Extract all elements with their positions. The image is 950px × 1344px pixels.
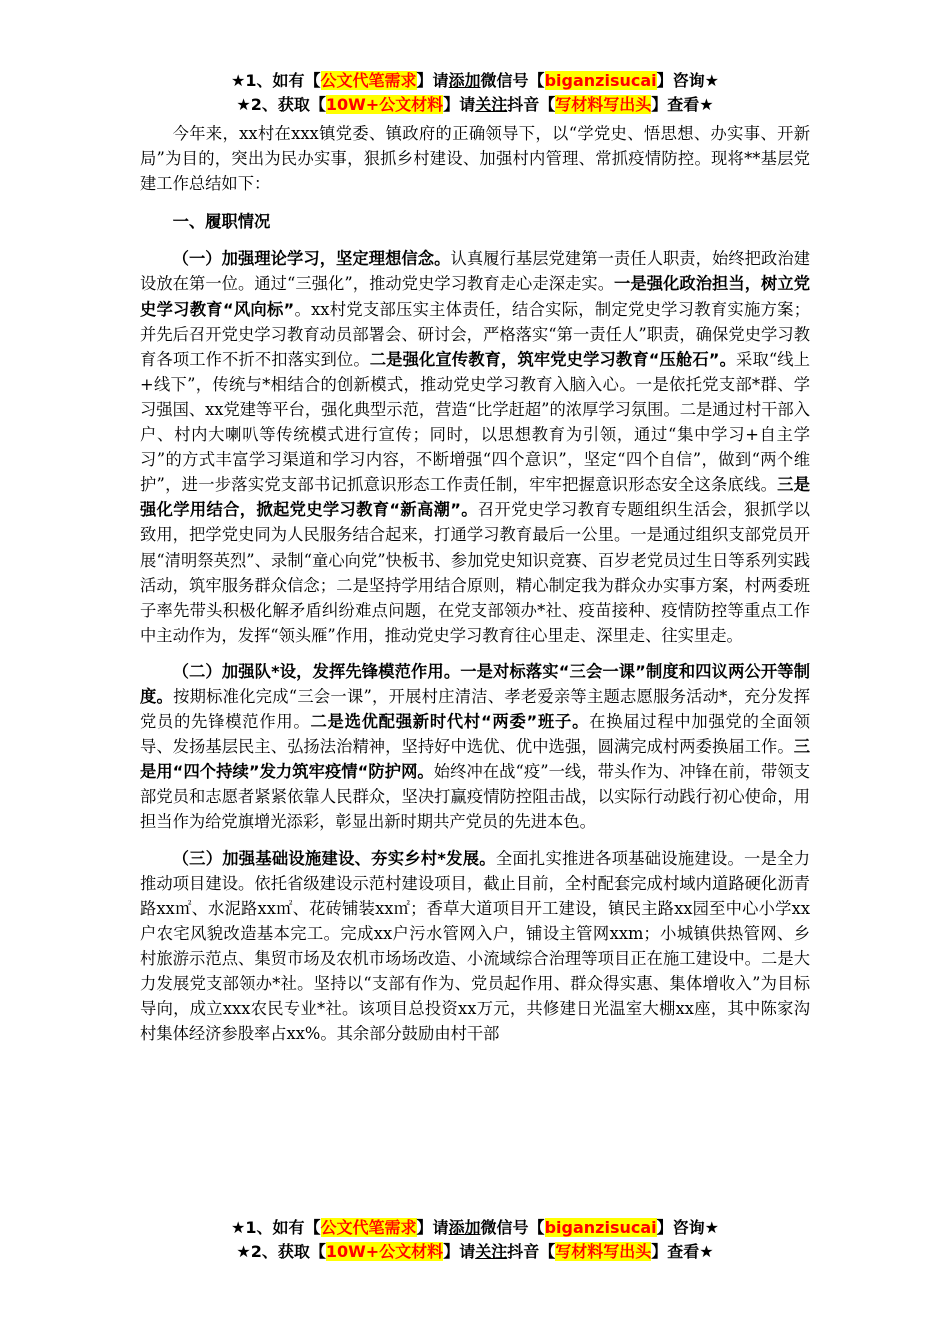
banner-text: 】请 [416,1218,449,1237]
banner-douyin-id: 写材料写出头 [555,1242,652,1261]
paragraph-text: 全面扎实推进各项基础设施建设。一是全力推动项目建设。依托省级建设示范村建设项目，截止目前，全村配套完成村域内道路硬化沥青路xx㎡、水泥路xx㎡、花砖铺装xx㎡；香草大道项目开工建设，镇民主路xx园至中心小学xx户农宅风貌改造基本完工。完成xx户污水管网入户，铺设主管网xxm；小城镇供热管网、乡村旅游示范点、集贸市场及农机市场场改造、小流域综合治理等项目正在施工建设中。二是大力发展党支部领办*社。坚持以“支部有作为、党员起作用、群众得实惠、集体增收入”为目标导向，成立xxx农民专业*社。该项目总投资xx万元，共修建日光温室大棚xx座，其中陈家沟村集体经济参股率占xx%。其余部分鼓励由村干部 [140,848,810,1044]
banner-text: ★2、获取【 [236,95,326,114]
banner-text: 】咨询★ [656,1218,719,1237]
promo-banner-bottom-line2 [140,1240,810,1264]
paragraph-text: 认真履行基层党建第一责任人职责，始终把政治建设放在第一位。通过“三强化”，推动党史学习教育走心走深走实。 [140,249,810,294]
banner-highlight: 10W+公文材料 [325,1242,444,1261]
banner-highlight: 公文代笔需求 [320,71,417,90]
banner-text: ★1、如有【 [231,1218,321,1237]
paragraph-theory-study [140,246,810,648]
paragraph-lead: （三）加强基础设施建设、夯实乡村*发展。 [172,848,496,868]
banner-text: 】查看★ [651,95,714,114]
banner-text: 微信号【 [480,71,545,90]
banner-douyin-id: 写材料写出头 [555,95,652,114]
intro-paragraph: 今年来，xx村在xxx镇党委、镇政府的正确领导下，以“学党史、悟思想、办实事、开新局”为目的，突出为民办实事，狠抓乡村建设、加强村内管理、常抓疫情防控。现将**基层党建工作总结如下： [140,124,810,194]
paragraph-lead: （二）加强队*设，发挥先锋模范作用。一是对标落实“三会一课”制度和四议两公开等制度。 [140,661,810,706]
paragraph-bold: 二是强化宣传教育，筑牢党史学习教育“压舱石”。 [369,349,737,369]
banner-underlined: 添加 [448,71,481,90]
banner-highlight: 公文代笔需求 [320,1218,417,1237]
paragraph-text: 召开党史学习教育专题组织生活会，狠抓学以致用，把学党史同为人民服务结合起来，打通学习教育最后一公里。一是通过组织支部党员开展“清明祭英烈”、录制“童心向党”快板书、参加党史知识竞赛、百岁老党员过生日等系列实践活动，筑牢服务群众信念；二是坚持学用结合原则，精心制定我为群众办实事方案，村两委班子率先带头积极化解矛盾纠纷难点问题，在党支部领办*社、疫苗接种、疫情防控等重点工作中主动作为，发挥“领头雁”作用，推动党史学习教育往心里走、深里走、往实里走。 [140,500,810,645]
promo-banner-top-line2 [140,93,810,117]
banner-text: 】查看★ [651,1242,714,1261]
paragraph-bold: 三是用“四个持续”发力筑牢疫情“防护网。 [140,737,810,782]
document-body [140,121,810,1046]
banner-text: 微信号【 [480,1218,545,1237]
section-heading: 一、履职情况 [172,212,271,232]
banner-highlight: 10W+公文材料 [325,95,444,114]
banner-text: 】咨询★ [656,71,719,90]
banner-text: 】请 [443,1242,476,1261]
paragraph-infrastructure [140,846,810,1047]
promo-banner-top-line1 [140,69,810,93]
paragraph-text: 始终冲在战“疫”一线，带头作为、冲锋在前，带领支部党员和志愿者紧紧依靠人民群众，坚决打赢疫情防控阻击战，以实际行动践行初心使命，用担当作为给党旗增光添彩，彰显出新时期共产党员的先进本色。 [140,762,810,832]
banner-text: ★1、如有【 [231,71,321,90]
paragraph-bold: 一是强化政治担当，树立党史学习教育“风向标” [140,274,810,319]
banner-wechat-id: biganzisucai [544,71,657,90]
banner-text: 抖音【 [507,95,556,114]
banner-underlined: 添加 [448,1218,481,1237]
paragraph-lead: （一）加强理论学习，坚定理想信念。 [172,249,451,269]
paragraph-bold: 三是强化学用结合，掀起党史学习教育“新高潮”。 [140,475,810,520]
banner-underlined: 关注 [475,95,508,114]
banner-wechat-id: biganzisucai [544,1218,657,1237]
banner-text: 】请 [443,95,476,114]
banner-underlined: 关注 [475,1242,508,1261]
banner-text: 抖音【 [507,1242,556,1261]
paragraph-text: 。xx村党支部压实主体责任，结合实际，制定党史学习教育实施方案；并先后召开党史学习教育动员部署会、研讨会，严格落实“第一责任人”职责，确保党史学习教育各项工作不折不扣落实到位。 [140,299,810,369]
promo-banner-bottom-line1 [140,1216,810,1240]
banner-text: ★2、获取【 [236,1242,326,1261]
banner-text: 】请 [416,71,449,90]
paragraph-text: 按期标准化完成“三会一课”，开展村庄清洁、孝老爱亲等主题志愿服务活动*，充分发挥党员的先锋模范作用。 [140,686,810,732]
paragraph-team-building [140,659,810,835]
paragraph-bold: 二是选优配强新时代村“两委”班子。 [310,712,590,732]
paragraph-text: 在换届过程中加强党的全面领导、发扬基层民主、弘扬法治精神，坚持好中选优、优中选强，圆满完成村两委换届工作。 [140,712,810,757]
paragraph-text: 采取“线上+线下”，传统与*相结合的创新模式，推动党史学习教育入脑入心。一是依托党支部*群、学习强国、xx党建等平台，强化典型示范，营造“比学赶超”的浓厚学习氛围。二是通过村干部入户、村内大喇叭等传统模式进行宣传；同时，以思想教育为引领，通过“集中学习+自主学习”的方式丰富学习渠道和学习内容，不断增强“四个意识”，坚定“四个自信”，做到“两个维护”，进一步落实党支部书记抓意识形态工作责任制，牢牢把握意识形态安全这条底线。 [140,349,810,495]
